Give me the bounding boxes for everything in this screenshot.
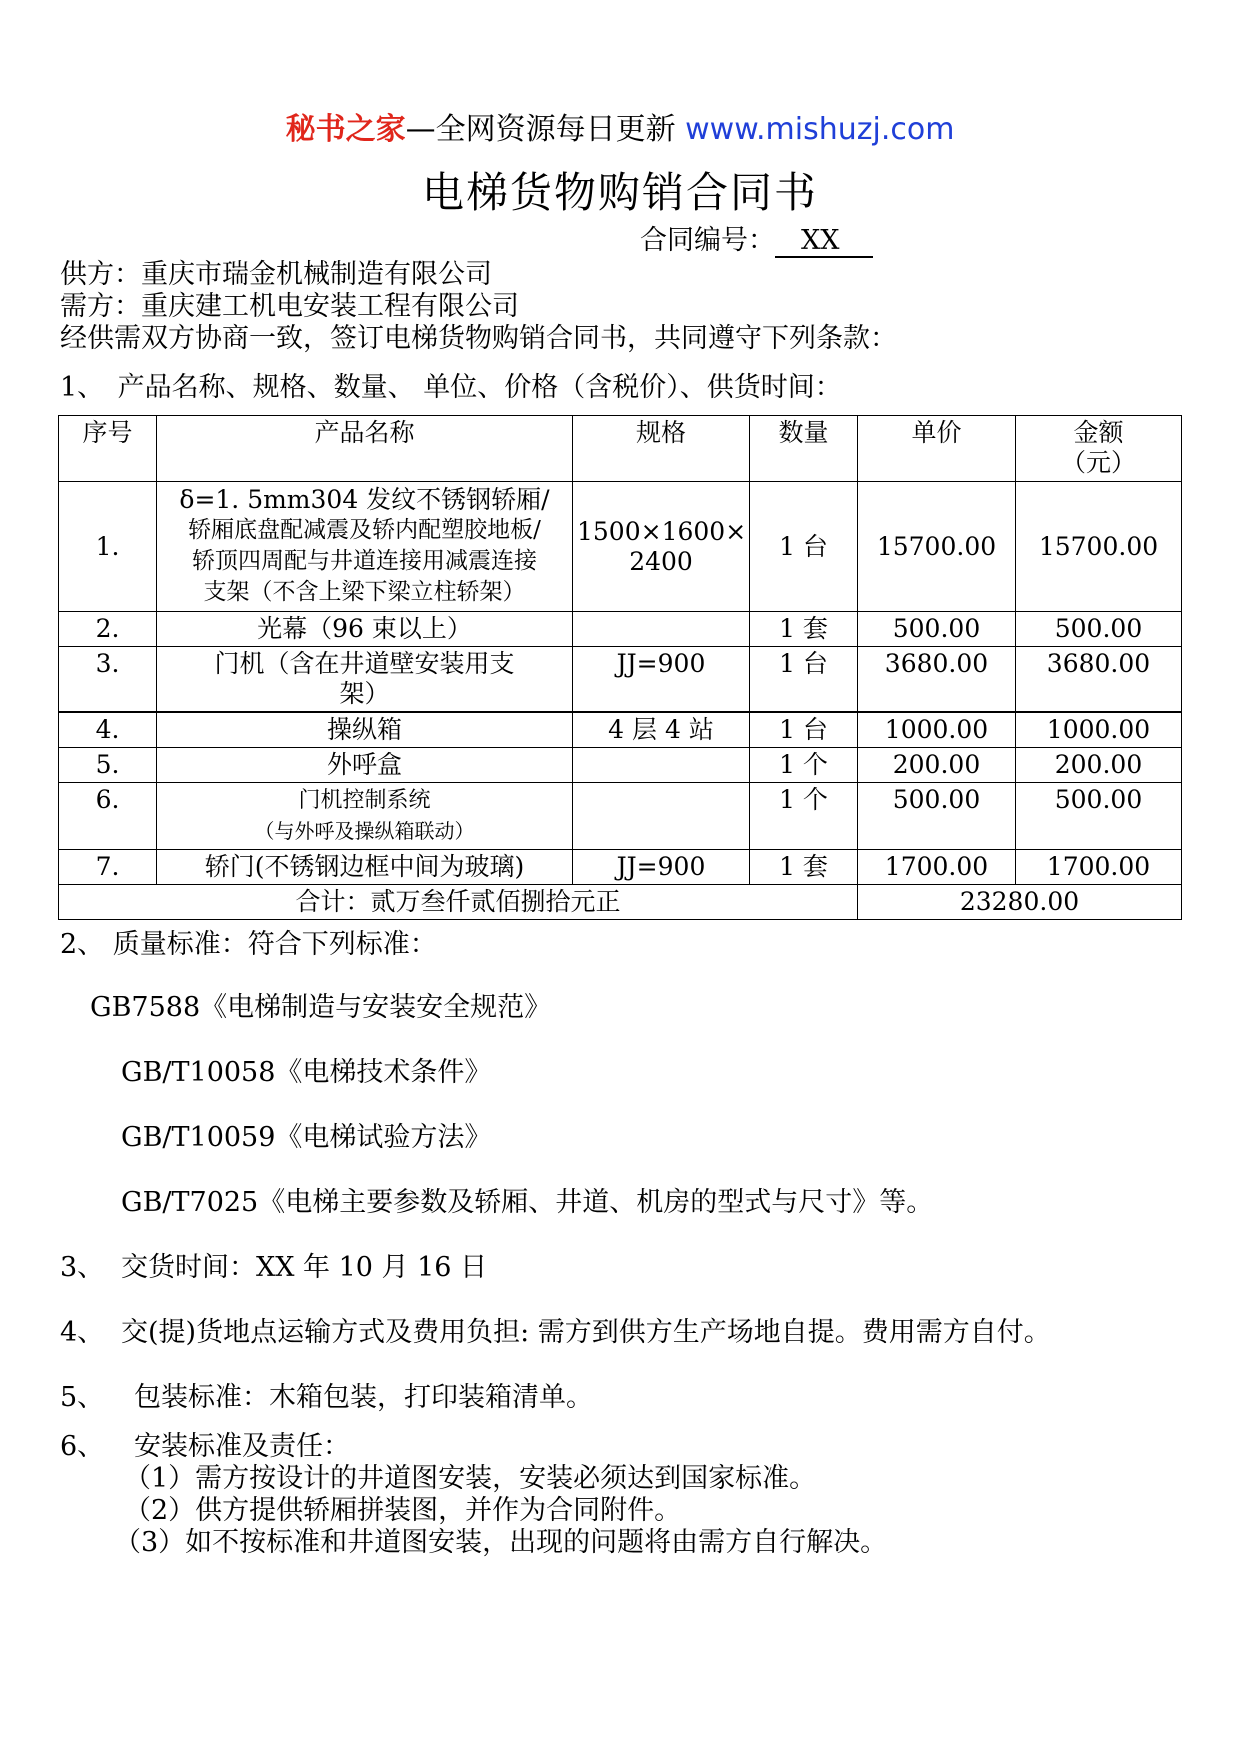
cell-name: 光幕（96 束以上） (157, 612, 573, 647)
cell-unit-price: 15700.00 (858, 482, 1016, 612)
cell-seq: 5. (59, 748, 157, 783)
cell-seq: 7. (59, 850, 157, 885)
cell-name-line: 门机控制系统 (298, 788, 431, 813)
table-row (59, 850, 1182, 885)
cell-amount: 500.00 (1016, 612, 1182, 647)
section-4-text: 交(提)货地点运输方式及费用负担: 需方到供方生产场地自提。费用需方自付。 (121, 1317, 1051, 1348)
site-header (0, 104, 1240, 148)
cell-spec: JJ=900 (573, 647, 750, 713)
cell-unit-price: 200.00 (858, 748, 1016, 783)
cell-seq: 1. (59, 482, 157, 612)
cell-qty: 1 个 (750, 783, 858, 850)
table-row (59, 783, 1182, 850)
header-amount-line2: （元） (1060, 448, 1136, 477)
header-qty: 数量 (750, 416, 858, 482)
cell-spec-line: 1500×1600× (577, 516, 747, 546)
section-2-heading: 2、 质量标准：符合下列标准： (60, 929, 437, 960)
section-4-number: 4、 (60, 1317, 105, 1348)
intro-line: 经供需双方协商一致，签订电梯货物购销合同书，共同遵守下列条款： (60, 323, 897, 354)
table-row (59, 482, 1182, 612)
section-6-item: （2）供方提供轿厢拼装图，并作为合同附件。 (124, 1495, 682, 1526)
cell-amount: 1700.00 (1016, 850, 1182, 885)
cell-name (157, 647, 573, 713)
cell-qty: 1 台 (750, 712, 858, 748)
section-5-text: 包装标准：木箱包装，打印装箱清单。 (134, 1382, 593, 1413)
cell-spec (573, 748, 750, 783)
cell-amount: 3680.00 (1016, 647, 1182, 713)
table-row (59, 647, 1182, 713)
cell-spec: JJ=900 (573, 850, 750, 885)
header-tagline: —全网资源每日更新 (405, 112, 676, 147)
cell-amount: 200.00 (1016, 748, 1182, 783)
section-6-title: 安装标准及责任： (134, 1431, 350, 1462)
cell-name-line: （与外呼及操纵箱联动） (254, 819, 475, 843)
section-1-heading: 1、 产品名称、规格、数量、 单位、价格（含税价）、供货时间： (60, 372, 842, 403)
cell-spec (573, 482, 750, 612)
cell-unit-price: 500.00 (858, 783, 1016, 850)
contract-number-label: 合同编号： (640, 225, 775, 256)
table-row (59, 712, 1182, 748)
standard-item: GB/T10059《电梯试验方法》 (121, 1122, 492, 1153)
cell-name (157, 482, 573, 612)
table-row (59, 748, 1182, 783)
cell-qty: 1 套 (750, 612, 858, 647)
cell-seq: 6. (59, 783, 157, 850)
cell-name-line: δ=1. 5mm304 发纹不锈钢轿厢/ (179, 485, 550, 514)
total-value: 23280.00 (858, 885, 1182, 920)
header-unit-price: 单价 (858, 416, 1016, 482)
table-row (59, 612, 1182, 647)
cell-name: 轿门(不锈钢边框中间为玻璃) (157, 850, 573, 885)
contract-number (640, 218, 873, 258)
cell-name-line: 支架（不含上梁下梁立柱轿架） (203, 579, 526, 605)
standard-item: GB7588《电梯制造与安装安全规范》 (90, 992, 552, 1023)
header-name: 产品名称 (157, 416, 573, 482)
cell-name-line: 门机（含在井道壁安装用支 (214, 649, 515, 678)
brand-name: 秘书之家 (285, 112, 406, 147)
cell-qty: 1 个 (750, 748, 858, 783)
cell-seq: 3. (59, 647, 157, 713)
cell-amount: 1000.00 (1016, 712, 1182, 748)
cell-qty: 1 台 (750, 647, 858, 713)
header-url-link[interactable]: www.mishuzj.com (685, 112, 955, 147)
standard-item: GB/T10058《电梯技术条件》 (121, 1057, 492, 1088)
standard-item: GB/T7025《电梯主要参数及轿厢、井道、机房的型式与尺寸》等。 (121, 1187, 934, 1218)
header-amount-line1: 金额 (1073, 418, 1124, 447)
buyer-line: 需方：重庆建工机电安装工程有限公司 (60, 291, 519, 322)
cell-unit-price: 1000.00 (858, 712, 1016, 748)
section-5-number: 5、 (60, 1382, 105, 1413)
cell-name-line: 轿厢底盘配减震及轿内配塑胶地板/ (188, 517, 541, 543)
table-total-row (59, 885, 1182, 920)
cell-name: 操纵箱 (157, 712, 573, 748)
contract-number-value: XX (775, 226, 873, 258)
cell-unit-price: 1700.00 (858, 850, 1016, 885)
cell-spec (573, 612, 750, 647)
total-label: 合计：贰万叁仟贰佰捌拾元正 (59, 885, 858, 920)
cell-spec: 4 层 4 站 (573, 712, 750, 748)
product-table (58, 415, 1182, 920)
cell-unit-price: 3680.00 (858, 647, 1016, 713)
supplier-line: 供方：重庆市瑞金机械制造有限公司 (60, 259, 492, 290)
header-seq: 序号 (59, 416, 157, 482)
header-amount (1016, 416, 1182, 482)
header-spec: 规格 (573, 416, 750, 482)
cell-seq: 4. (59, 712, 157, 748)
cell-spec-line: 2400 (629, 546, 693, 576)
section-6-item: （3）如不按标准和井道图安装，出现的问题将由需方自行解决。 (114, 1527, 888, 1558)
cell-amount: 500.00 (1016, 783, 1182, 850)
cell-name (157, 783, 573, 850)
table-header-row (59, 416, 1182, 482)
cell-name-line: 轿顶四周配与井道连接用减震连接 (192, 548, 537, 574)
cell-qty: 1 台 (750, 482, 858, 612)
cell-amount: 15700.00 (1016, 482, 1182, 612)
document-title: 电梯货物购销合同书 (421, 168, 818, 217)
section-6-number: 6、 (60, 1431, 105, 1462)
cell-seq: 2. (59, 612, 157, 647)
section-3-number: 3、 (60, 1252, 105, 1283)
cell-unit-price: 500.00 (858, 612, 1016, 647)
cell-qty: 1 套 (750, 850, 858, 885)
section-3-text: 交货时间：XX 年 10 月 16 日 (121, 1252, 488, 1283)
section-6-item: （1）需方按设计的井道图安装，安装必须达到国家标准。 (124, 1463, 817, 1494)
cell-spec (573, 783, 750, 850)
cell-name: 外呼盒 (157, 748, 573, 783)
cell-name-line: 架） (339, 679, 390, 708)
